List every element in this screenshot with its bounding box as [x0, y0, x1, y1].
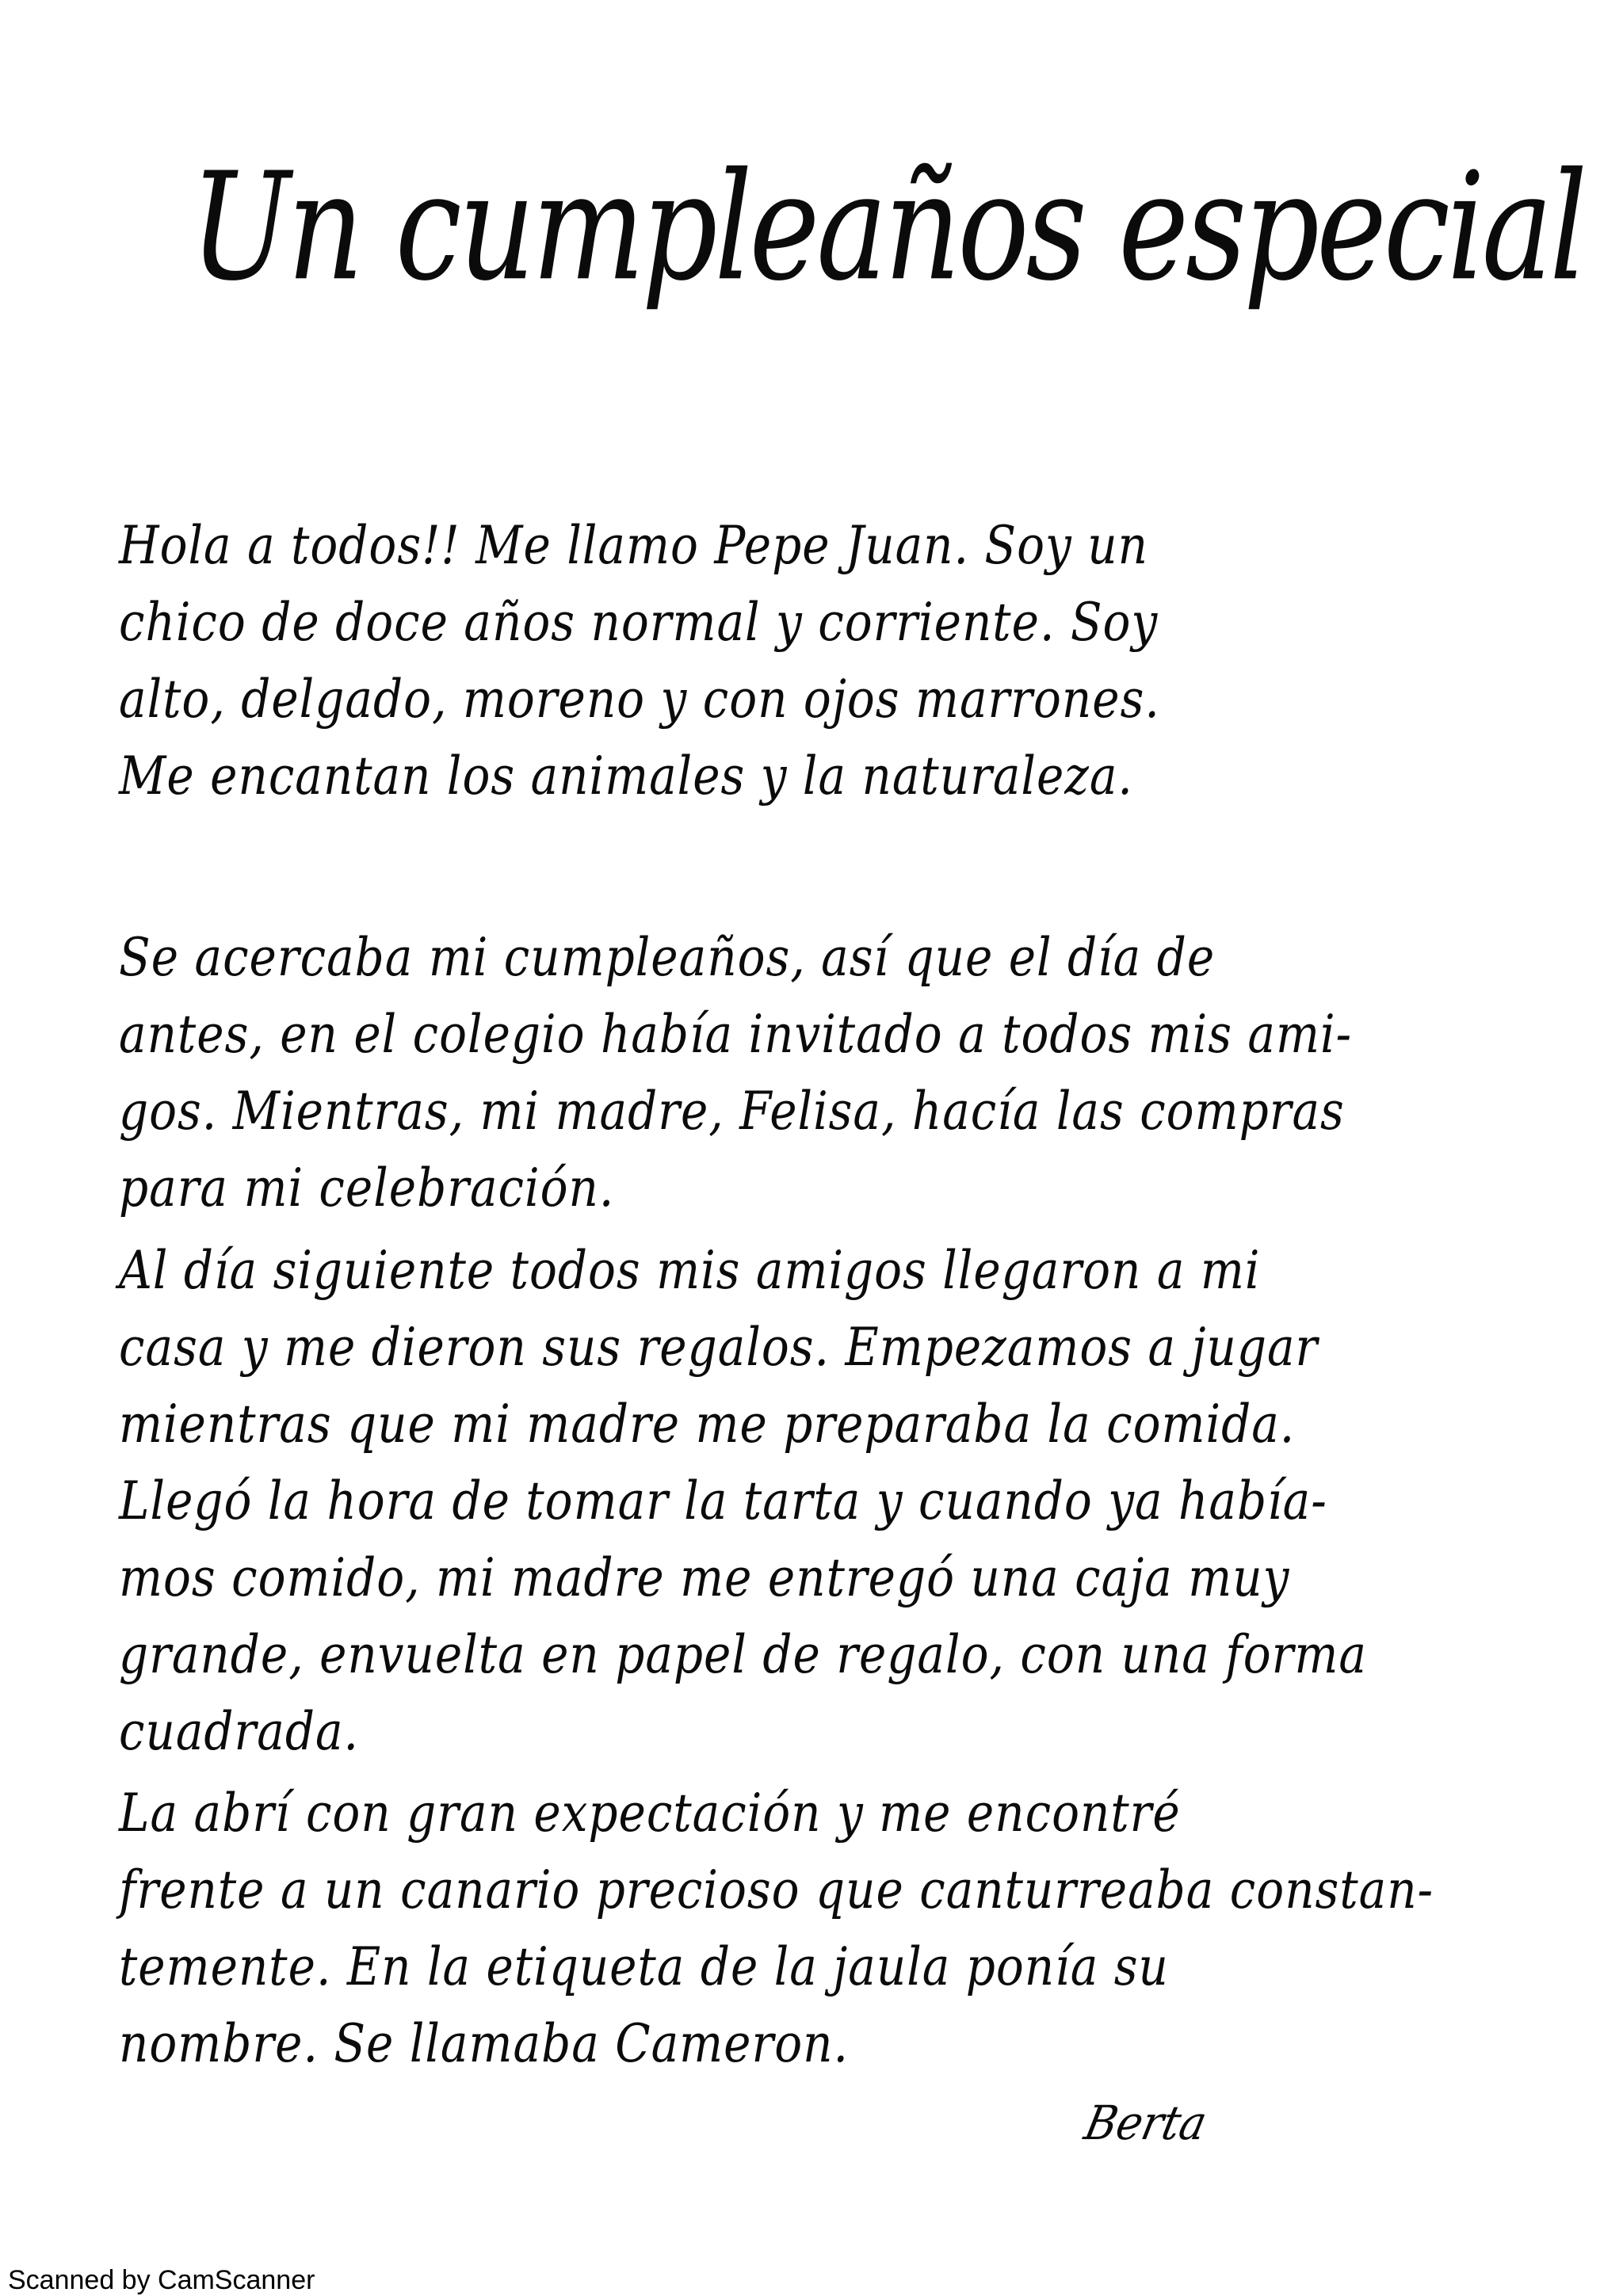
- paragraph-introduction: [119, 507, 1419, 814]
- text-line: temente. En la etiqueta de la jaula ponía su: [119, 1935, 1169, 1998]
- text-line: Llegó la hora de tomar la tarta y cuando ya había-: [119, 1469, 1327, 1532]
- paragraph-party: [119, 1232, 1419, 1770]
- text-line: casa y me dieron sus regalos. Empezamos a jugar: [119, 1315, 1319, 1379]
- text-line: Me encantan los animales y la naturaleza.: [119, 744, 1133, 807]
- paragraph-preparations: [119, 919, 1419, 1226]
- scanner-watermark: Scanned by CamScanner: [8, 2265, 315, 2295]
- text-line: frente a un canario precioso que canturreaba constan-: [119, 1858, 1434, 1921]
- text-line: grande, envuelta en papel de regalo, con una forma: [119, 1623, 1367, 1686]
- author-signature: Berta: [1079, 2095, 1212, 2151]
- text-line: antes, en el colegio había invitado a todos mis ami-: [119, 1002, 1353, 1066]
- text-line: Se acercaba mi cumpleaños, así que el día de: [119, 925, 1216, 989]
- text-line: cuadrada.: [119, 1699, 359, 1763]
- text-line: alto, delgado, moreno y con ojos marrones.: [119, 667, 1160, 730]
- text-line: nombre. Se llamaba Cameron.: [119, 2012, 849, 2075]
- text-line: para mi celebración.: [119, 1156, 615, 1219]
- text-line: mos comido, mi madre me entregó una caja muy: [119, 1546, 1290, 1609]
- text-line: Al día siguiente todos mis amigos llegaron a mi: [119, 1238, 1261, 1302]
- document-title: Un cumpleaños especial: [190, 141, 1585, 315]
- text-line: La abrí con gran expectación y me encontré: [119, 1781, 1181, 1844]
- text-line: Hola a todos!! Me llamo Pepe Juan. Soy un: [119, 513, 1148, 577]
- paragraph-gift: [119, 1775, 1434, 2082]
- text-line: chico de doce años normal y corriente. Soy: [119, 590, 1159, 654]
- text-line: gos. Mientras, mi madre, Felisa, hacía las compras: [119, 1079, 1345, 1142]
- text-line: mientras que mi madre me preparaba la comida.: [119, 1392, 1296, 1455]
